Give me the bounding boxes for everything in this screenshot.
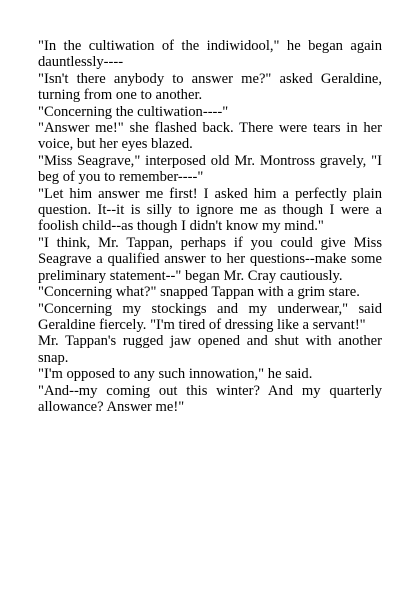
paragraph-10: Mr. Tappan's rugged jaw opened and shut with another snap. xyxy=(38,333,382,366)
paragraph-1: "In the cultiwation of the indiwidool," he began again dauntlessly---- xyxy=(38,38,382,71)
paragraph-4: "Answer me!" she flashed back. There were tears in her voice, but her eyes blazed. xyxy=(38,120,382,153)
paragraph-12: "And--my coming out this winter? And my quarterly allowance? Answer me!" xyxy=(38,382,382,415)
paragraph-8: "Concerning what?" snapped Tappan with a grim stare. xyxy=(38,284,360,301)
paragraph-3: "Concerning the cultiwation----" xyxy=(38,103,229,120)
paragraph-9: "Concerning my stockings and my underwear," said Geraldine fiercely. "I'm tired of dressing like a servant!" xyxy=(38,300,382,333)
paragraph-5: "Miss Seagrave," interposed old Mr. Montross gravely, "I beg of you to remember----" xyxy=(38,152,382,186)
paragraph-2: "Isn't there anybody to answer me?" asked Geraldine, turning from one to another. xyxy=(38,70,382,104)
paragraph-6: "Let him answer me first! I asked him a perfectly plain question. It--it is silly to ignore me as though I were a foolish child--as though I didn't know my mind." xyxy=(38,185,382,235)
paragraph-11: "I'm opposed to any such innowation," he said. xyxy=(38,366,313,383)
book-page-text xyxy=(38,38,382,415)
paragraph-7: "I think, Mr. Tappan, perhaps if you could give Miss Seagrave a qualified answer to her questions--make some preliminary statement--" began Mr. Cray cautiously. xyxy=(38,234,382,284)
